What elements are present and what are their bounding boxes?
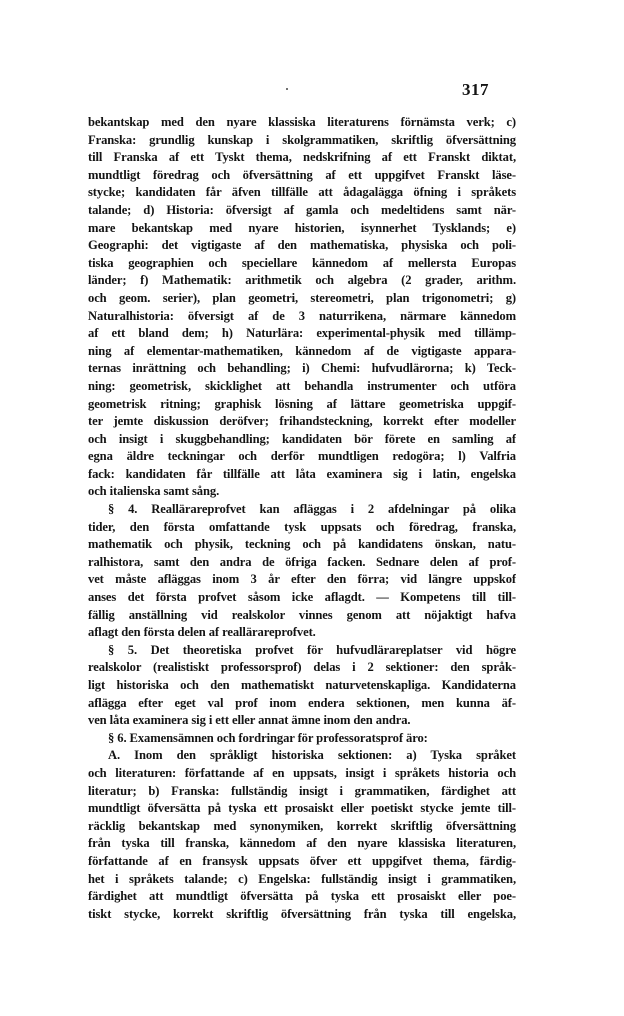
text-line: fack: kandidaten får tillfälle att låta examinera sig i latin, engelska [88, 466, 516, 481]
text-line: Geographi: det vigtigaste af den mathematiska, physiska och poli- [88, 238, 516, 253]
text-line: realskolor (realistiskt professorsprof) delas i 2 sektioner: den språk- [88, 660, 516, 675]
text-line: räcklig bekantskap med synonymiken, korrekt skriftlig öfversättning [88, 818, 516, 833]
text-line: tider, den första omfattande tysk uppsats och föredrag, franska, [88, 519, 516, 534]
body-text [88, 114, 516, 923]
text-line: egna äldre teckningar och derför mundtligen redogöra; l) Valfria [88, 449, 516, 464]
text-line: talande; d) Historia: öfversigt af gamla och medeltidens samt när- [88, 202, 516, 217]
text-line: Franska: grundlig kunskap i skolgrammatiken, skriftlig öfversättning [88, 132, 516, 147]
text-line: literatur; b) Franska: fullständig insigt i grammatiken, färdighet att [88, 783, 516, 798]
text-line: § 5. Det theoretiska profvet för hufvudlärareplatser vid högre [108, 642, 516, 657]
text-line: vet måste afläggas inom 3 år efter den förra; vid längre uppskof [88, 572, 516, 587]
text-line: anses det första profvet såsom icke aflagdt. — Kompetens till till- [88, 590, 516, 605]
text-line: ning: geometrisk, skicklighet att behandla instrumenter och utföra [88, 378, 516, 393]
page-number: 317 [462, 80, 489, 99]
text-line: aflagt den första delen af reallärareprofvet. [88, 625, 316, 640]
text-line: mundtligt öfversätta på tyska ett prosaiskt eller poetiskt stycke jemte till- [88, 801, 516, 816]
text-line: stycke; kandidaten får äfven tillfälle att ådagalägga öfning i språkets [88, 185, 516, 200]
text-line: författande af en fransysk uppsats öfver ett uppgifvet thema, färdig- [88, 853, 516, 868]
text-line: färdighet att mundtligt öfversätta på tyska ett prosaiskt eller poe- [88, 889, 516, 904]
text-line: mundtligt föredrag och öfversättning af ett uppgifvet Franskt läse- [88, 167, 516, 182]
text-line: tiskt stycke, korrekt skriftlig öfversättning från tyska till engelska, [88, 906, 516, 921]
text-line: afläggа efter eget val prof inom endera sektionen, men kunna äf- [88, 695, 516, 710]
text-line: bekantskap med den nyare klassiska literaturens förnämsta verk; c) [88, 115, 516, 129]
text-line: fällig anställning vid realskolor vinnes genom att nöjaktigt hafva [88, 607, 516, 622]
text-line: geometrisk ritning; graphisk lösning af lättare geometriska uppgif- [88, 396, 516, 411]
text-line: mare bekantskap med nyare historien, isynnerhet Tysklands; e) [88, 220, 516, 235]
text-line: och geom. serier), plan geometri, stereometri, plan trigonometri; g) [88, 290, 516, 305]
text-line: ternas inrättning och behandling; i) Chemi: hufvudlärorna; k) Teck- [88, 361, 516, 376]
text-line: A. Inom den språkligt historiska sektionen: a) Tyska språket [108, 748, 516, 763]
text-line: och literaturen: författande af en uppsats, insigt i språkets historia och [88, 765, 516, 780]
text-line: från tyska till franska, kännedom af den nyare klassiska literaturen, [88, 836, 516, 851]
text-line: till Franska af ett Tyskt thema, nedskrifning af ett Franskt diktat, [88, 150, 516, 165]
ink-speck [286, 88, 288, 90]
text-line: och italienska samt sång. [88, 484, 220, 499]
text-line: mathematik och physik, teckning och på kandidatens önskan, natu- [88, 537, 516, 552]
text-line: ter jemte diskussion deröfver; frihandsteckning, korrekt efter modeller [88, 414, 516, 429]
text-line: af ett bland dem; h) Naturlära: experimental-physik med tillämp- [88, 326, 516, 341]
text-line: tiska geographien och speciellare kännedom af mellersta Europas [88, 255, 516, 270]
text-line: ven låta examinera sig i ett eller annat ämne inom den andra. [88, 713, 411, 728]
text-line: het i språkets talande; c) Engelska: fullständig insigt i grammatiken, [88, 871, 516, 886]
text-line: ning af elementar-mathematiken, kännedom af de vigtigaste appara- [88, 343, 516, 358]
text-line: § 6. Examensämnen och fordringar för professoratsprof äro: [108, 730, 428, 745]
text-line: länder; f) Mathematik: arithmetik och algebra (2 grader, arithm. [88, 273, 516, 288]
text-line: och insigt i skuggbehandling; kandidaten bör förete en samling af [88, 431, 516, 446]
text-line: ralhistora, samt den andra de öfriga facken. Sednare delen af prof- [88, 554, 516, 569]
text-line: § 4. Reallärareprofvet kan afläggas i 2 afdelningar på olika [108, 502, 516, 517]
text-line: Naturalhistoria: öfversigt af de 3 naturrikena, närmare kännedom [88, 308, 516, 323]
text-line: ligt historiska och den mathematiskt naturvetenskapliga. Kandidaterna [88, 678, 516, 692]
